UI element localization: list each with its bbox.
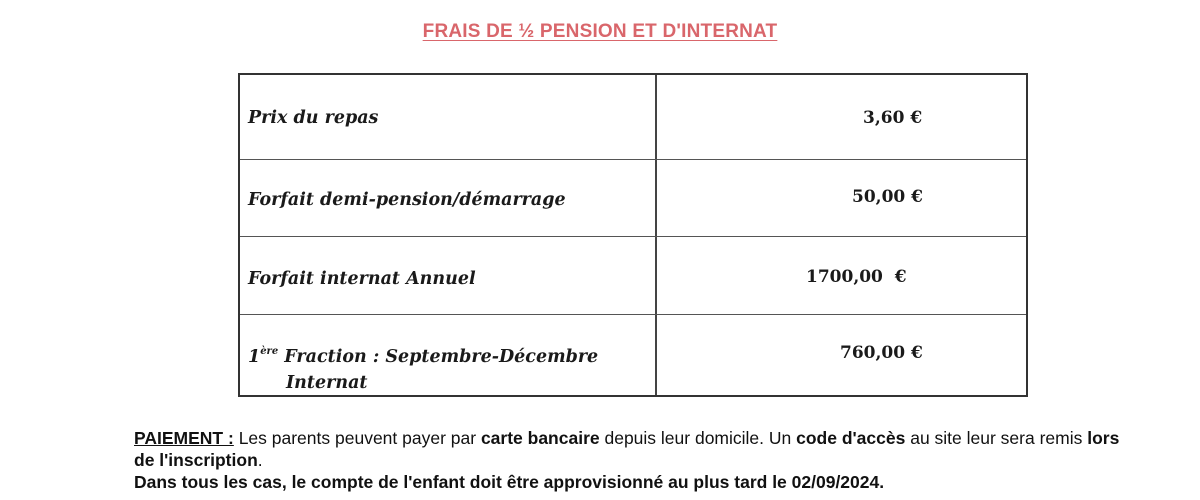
table-row	[240, 160, 1026, 237]
table-row	[240, 237, 1026, 315]
payment-paragraph	[134, 427, 1134, 493]
payment-text: au site leur sera remis	[905, 428, 1088, 448]
payment-bold-code: code d'accès	[796, 428, 906, 448]
payment-text: depuis leur domicile. Un	[599, 428, 797, 448]
payment-bold-card: carte bancaire	[480, 428, 600, 448]
payment-deadline: Dans tous les cas, le compte de l'enfant doit être approvisionné au plus tard le 02/09/2024.	[134, 472, 885, 492]
page-title: FRAIS DE ½ PENSION ET D'INTERNAT	[422, 21, 778, 42]
fees-table	[238, 73, 1028, 397]
row-label: Forfait demi-pension/démarrage	[248, 190, 566, 210]
fraction-number: 1	[248, 347, 261, 367]
fraction-superscript: ère	[260, 346, 279, 358]
row-amount: 1700,00 €	[806, 267, 907, 287]
row-amount: 50,00 €	[852, 187, 923, 207]
fraction-label-text: Fraction : Septembre-Décembre	[278, 347, 599, 367]
table-row	[240, 315, 1026, 397]
row-label: Forfait internat Annuel	[248, 269, 476, 289]
payment-heading: PAIEMENT :	[134, 428, 234, 448]
row-label-line2: Internat	[286, 373, 368, 393]
payment-text: Les parents peuvent payer par	[233, 428, 481, 448]
payment-text: .	[257, 450, 263, 470]
row-amount: 760,00 €	[840, 343, 923, 363]
row-label	[248, 347, 598, 367]
row-amount: 3,60 €	[863, 108, 923, 128]
payment-bold-inscription: lors de l'inscription	[134, 428, 1120, 470]
table-row	[240, 75, 1026, 160]
row-label: Prix du repas	[248, 108, 379, 128]
